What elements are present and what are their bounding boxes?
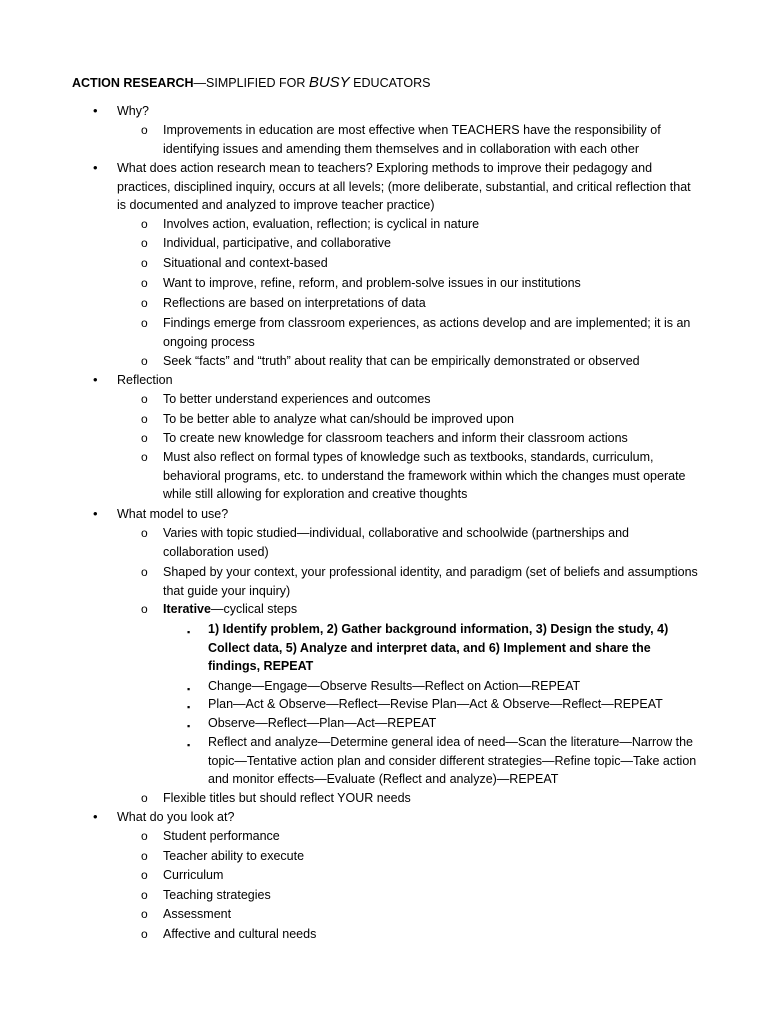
list-item-text: Assessment bbox=[163, 907, 232, 921]
list-item-text: Situational and context-based bbox=[163, 256, 328, 270]
title-italic: BUSY bbox=[308, 74, 350, 91]
list-item-text: Curriculum bbox=[163, 868, 224, 882]
list-item-text bbox=[163, 600, 698, 619]
list-item-text: To be better able to analyze what can/should be improved upon bbox=[163, 412, 514, 426]
bullet-marker: ▪ bbox=[187, 702, 191, 712]
list-item-text: Reflections are based on interpretations of data bbox=[163, 296, 426, 310]
bullet-marker: o bbox=[141, 927, 148, 941]
bullet-marker: o bbox=[141, 450, 148, 464]
iterative-label: Iterative bbox=[163, 602, 211, 616]
list-item-text: Involves action, evaluation, reflection; is cyclical in nature bbox=[163, 217, 480, 231]
bullet-marker: o bbox=[141, 316, 148, 330]
list-item-text: Shaped by your context, your professional identity, and paradigm (set of beliefs and assumptions that guide your inquiry) bbox=[163, 565, 698, 598]
list-item-text: Want to improve, refine, reform, and problem-solve issues in our institutions bbox=[163, 276, 581, 290]
bullet-marker: o bbox=[141, 565, 148, 579]
list-item-text: To create new knowledge for classroom teachers and inform their classroom actions bbox=[163, 431, 628, 445]
bullet-marker: • bbox=[93, 809, 98, 824]
list-item-text: Flexible titles but should reflect YOUR needs bbox=[163, 791, 411, 805]
bullet-marker: o bbox=[141, 526, 148, 540]
bullet-marker: • bbox=[93, 160, 98, 175]
bullet-marker: o bbox=[141, 888, 148, 902]
bullet-marker: o bbox=[141, 123, 148, 137]
list-item-text: What do you look at? bbox=[117, 810, 235, 824]
bullet-marker: o bbox=[141, 791, 148, 805]
bullet-marker: o bbox=[141, 354, 148, 368]
bullet-marker: o bbox=[141, 217, 148, 231]
list-item-text: Why? bbox=[117, 104, 149, 118]
title-bold: ACTION RESEARCH bbox=[72, 76, 194, 90]
bullet-marker: o bbox=[141, 236, 148, 250]
list-item-text: Reflection bbox=[117, 373, 173, 387]
bullet-marker: • bbox=[93, 506, 98, 521]
list-item-text: What model to use? bbox=[117, 507, 229, 521]
list-item-text: Observe—Reflect—Plan—Act—REPEAT bbox=[208, 716, 437, 730]
list-item-text: Varies with topic studied—individual, collaborative and schoolwide (partnerships and collaboration used) bbox=[163, 526, 629, 559]
list-item-text: To better understand experiences and outcomes bbox=[163, 392, 431, 406]
bullet-marker: o bbox=[141, 256, 148, 270]
list-item-text: Teacher ability to execute bbox=[163, 849, 305, 863]
bullet-marker: ▪ bbox=[187, 627, 191, 637]
list-item-text: Plan—Act & Observe—Reflect—Revise Plan—Act & Observe—Reflect—REPEAT bbox=[208, 697, 663, 711]
bullet-marker: o bbox=[141, 412, 148, 426]
title-part: —SIMPLIFIED FOR bbox=[193, 76, 309, 90]
bullet-marker: o bbox=[141, 907, 148, 921]
list-item-text: Seek “facts” and “truth” about reality that can be empirically demonstrated or observed bbox=[163, 354, 640, 368]
iterative-rest: —cyclical steps bbox=[210, 602, 298, 616]
bullet-marker: • bbox=[93, 103, 98, 118]
title-part: EDUCATORS bbox=[349, 76, 431, 90]
bullet-marker: o bbox=[141, 602, 148, 616]
list-item-text: Findings emerge from classroom experiences, as actions develop and are implemented; it is an ongoing process bbox=[163, 316, 691, 349]
bullet-marker: ▪ bbox=[187, 684, 191, 694]
bullet-marker: o bbox=[141, 849, 148, 863]
bullet-marker: o bbox=[141, 392, 148, 406]
list-item-text: Individual, participative, and collaborative bbox=[163, 236, 391, 250]
list-item-text: What does action research mean to teachers? Exploring methods to improve their pedagogy and practices, disciplined inquiry, occurs at all levels; (more deliberate, substantial, and critical reflection that is documented and analyzed to improve teacher practice) bbox=[117, 161, 691, 213]
bullet-marker: ▪ bbox=[187, 740, 191, 750]
bullet-marker: o bbox=[141, 296, 148, 310]
bullet-marker: ▪ bbox=[187, 721, 191, 731]
bullet-marker: o bbox=[141, 829, 148, 843]
document-title bbox=[72, 74, 431, 91]
bullet-marker: o bbox=[141, 276, 148, 290]
bullet-marker: • bbox=[93, 372, 98, 387]
list-item-text: Student performance bbox=[163, 829, 280, 843]
list-item-text: Improvements in education are most effective when TEACHERS have the responsibility of identifying issues and amending them themselves and in collaboration with each other bbox=[163, 123, 661, 156]
list-item-text: 1) Identify problem, 2) Gather background information, 3) Design the study, 4) Collect data, 5) Analyze and interpret data, and 6) Implement and share the findings, REPEAT bbox=[208, 622, 669, 674]
list-item-text: Reflect and analyze—Determine general idea of need—Scan the literature—Narrow the topic—Tentative action plan and consider different strategies—Refine topic—Take action and monitor effects—Evaluate (Reflect and analyze)—REPEAT bbox=[208, 735, 697, 787]
list-item-text: Affective and cultural needs bbox=[163, 927, 317, 941]
bullet-marker: o bbox=[141, 868, 148, 882]
list-item-text: Change—Engage—Observe Results—Reflect on Action—REPEAT bbox=[208, 679, 581, 693]
bullet-marker: o bbox=[141, 431, 148, 445]
list-item-text: Teaching strategies bbox=[163, 888, 271, 902]
list-item-text: Must also reflect on formal types of knowledge such as textbooks, standards, curriculum, behavioral programs, etc. to understand the framework within which the changes must operate while still allowing for exploration and creative thoughts bbox=[163, 450, 686, 502]
